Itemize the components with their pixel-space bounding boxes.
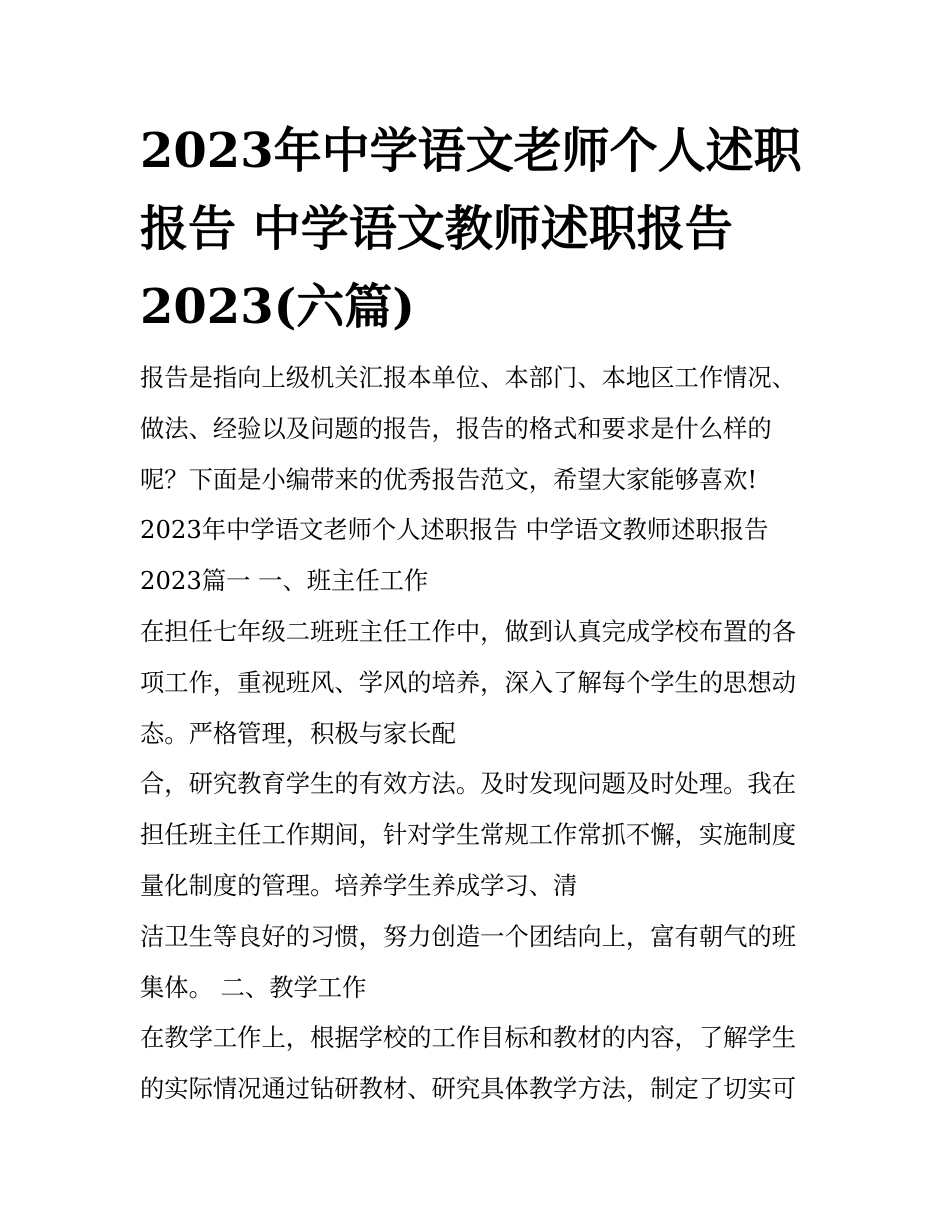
body-line: 报告是指向上级机关汇报本单位、本部门、本地区工作情况、: [140, 363, 797, 392]
body-line: 合，研究教育学生的有效方法。及时发现问题及时处理。我在: [140, 769, 797, 799]
body-line: 集体。 二、教学工作: [140, 972, 367, 1002]
body-line: 项工作，重视班风、学风的培养，深入了解每个学生的思想动: [140, 667, 797, 697]
body-line: 2023篇一 一、班主任工作: [140, 566, 429, 596]
body-line: 在担任七年级二班班主任工作中，做到认真完成学校布置的各: [140, 616, 797, 646]
body-line: 的实际情况通过钻研教材、研究具体教学方法，制定了切实可: [140, 1074, 797, 1104]
body-line: 态。严格管理，积极与家长配: [140, 718, 456, 748]
body-line: 呢？下面是小编带来的优秀报告范文，希望大家能够喜欢!: [140, 464, 758, 494]
body-line: 洁卫生等良好的习惯，努力创造一个团结向上，富有朝气的班: [140, 921, 797, 951]
body-line: 在教学工作上，根据学校的工作目标和教材的内容，了解学生: [140, 1023, 797, 1053]
body-line: 做法、经验以及问题的报告，报告的格式和要求是什么样的: [140, 413, 772, 443]
body-line: 2023年中学语文老师个人述职报告 中学语文教师述职报告: [140, 515, 769, 545]
body-line: 担任班主任工作期间，针对学生常规工作常抓不懈，实施制度: [140, 820, 797, 850]
title-line: 2023(六篇): [140, 279, 416, 335]
title-line: 报告 中学语文教师述职报告: [140, 201, 733, 257]
body-line: 量化制度的管理。培养学生养成学习、清: [140, 870, 578, 900]
document-body: [140, 353, 840, 1115]
document-title: [140, 112, 840, 346]
title-line: 2023年中学语文老师个人述职: [140, 123, 802, 179]
